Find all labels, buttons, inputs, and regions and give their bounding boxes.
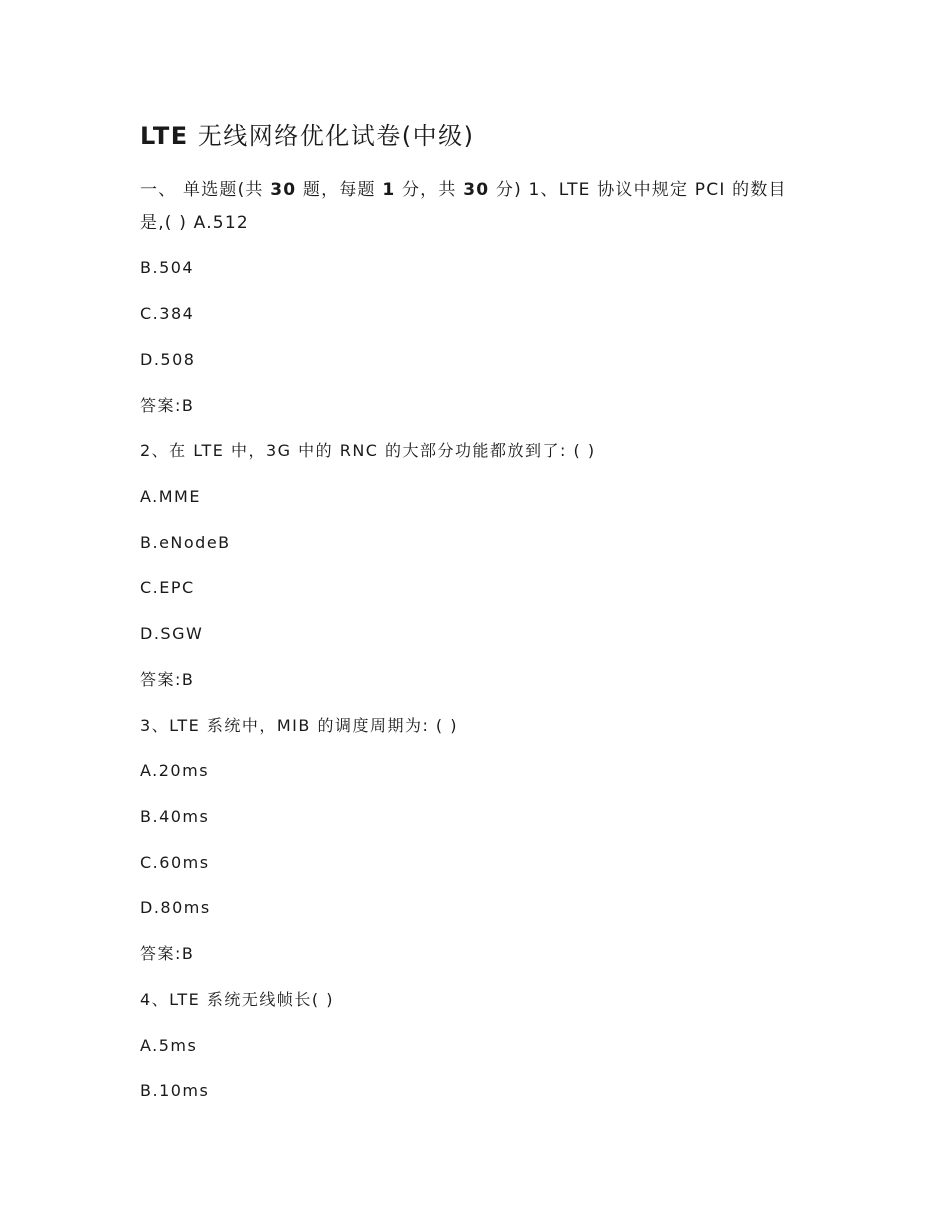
question-1-stem: 1、LTE 协议中规定 PCI 的数目是,( ) A.512 (140, 180, 787, 233)
option-line: B.eNodeB (140, 533, 231, 552)
section-header-paragraph (140, 174, 805, 240)
option-line: D.80ms (140, 898, 211, 917)
title-rest: 无线网络优化试卷(中级) (197, 122, 475, 150)
option-line: B.10ms (140, 1081, 210, 1100)
section-text-4: 分) (495, 180, 522, 200)
section-text-2: 题，每题 (302, 180, 376, 200)
title-latin: LTE (140, 122, 189, 150)
option-line: C.384 (140, 304, 195, 323)
option-line: B.504 (140, 258, 195, 277)
question-count: 30 (270, 180, 297, 200)
answer-line: 答案:B (140, 670, 195, 689)
answer-line: 答案:B (140, 396, 195, 415)
points-per-question: 1 (382, 180, 396, 200)
option-line: A.5ms (140, 1036, 198, 1055)
total-points: 30 (463, 180, 490, 200)
option-line: B.40ms (140, 807, 210, 826)
option-line: A.20ms (140, 761, 210, 780)
option-line: D.508 (140, 350, 196, 369)
question-line: 3、LTE 系统中，MIB 的调度周期为: ( ) (140, 716, 458, 735)
option-line: D.SGW (140, 624, 204, 643)
document-title (140, 118, 474, 154)
section-prefix: 一、 单选题(共 (140, 180, 264, 200)
question-line: 2、在 LTE 中，3G 中的 RNC 的大部分功能都放到了: ( ) (140, 441, 596, 460)
answer-line: 答案:B (140, 944, 195, 963)
section-text-3: 分，共 (401, 180, 457, 200)
option-line: C.EPC (140, 578, 195, 597)
option-line: A.MME (140, 487, 201, 506)
option-line: C.60ms (140, 853, 210, 872)
question-line: 4、LTE 系统无线帧长( ) (140, 990, 334, 1009)
